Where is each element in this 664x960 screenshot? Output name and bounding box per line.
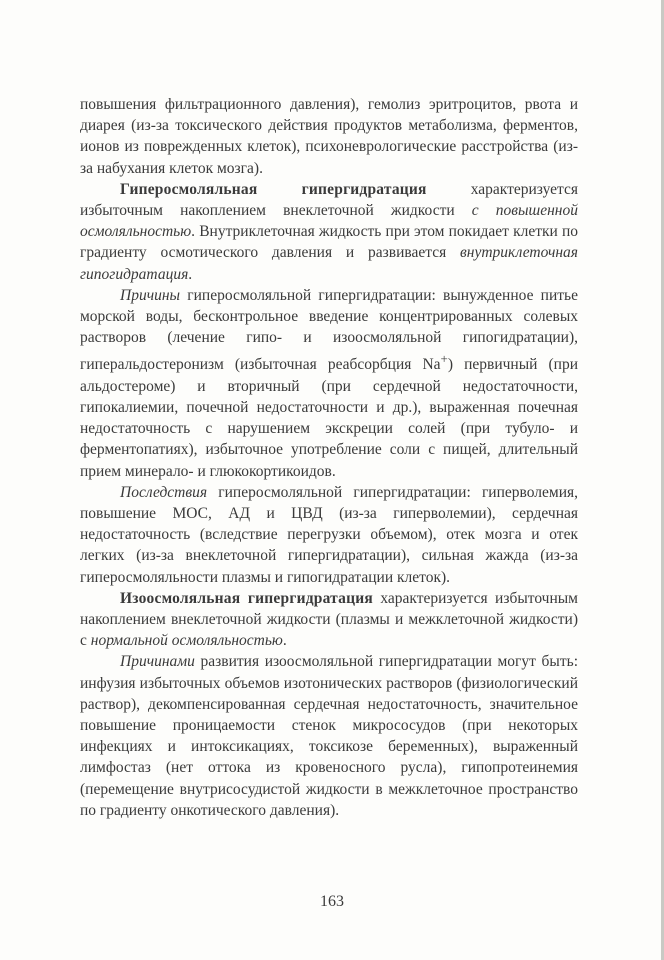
paragraph-hyperosmolar-definition: [80, 179, 578, 285]
lead-word-causes: Причинами: [120, 653, 195, 671]
paragraph-isoosmolar-causes: [80, 651, 578, 821]
term-hyperosmolar-hyperhydration: Гиперосмоляльная гипергидратация: [120, 180, 427, 198]
paragraph-text: повышения фильтрационного давления), гемолиз эритроцитов, рвота и диарея (из-за токсического действия продуктов метаболизма, ферментов, ионов из поврежденных клеток), психоневрологические расстройства (из-за набухания клеток мозга).: [80, 96, 578, 177]
paragraph-text: .: [188, 265, 193, 283]
paragraph-continuation: [80, 94, 578, 179]
paragraph-text: характеризуется избыточным накоплением внеклеточной жидкости (плазмы и межклеточной жидкости) с: [80, 589, 578, 650]
paragraph-text: характеризуется избыточным накоплением внеклеточной жидкости: [80, 180, 578, 220]
paragraph-hyperosmolar-causes: [80, 285, 578, 482]
emphasis-text: внутриклеточная гипогидратация: [80, 244, 578, 283]
lead-word-causes: Причины: [120, 286, 181, 304]
paragraph-text: гиперосмоляльной гипергидратации: вынужденное питье морской воды, бесконтрольное введение концентрированных солевых растворов (лечение гипо- и изоосмоляльной гипогидратации), гиперальдостеронизм (избыточная реабсорбция Na: [80, 286, 578, 374]
term-isoosmolar-hyperhydration: Изоосмоляльная гипергидратация: [120, 589, 373, 607]
paragraph-text: . Внутриклеточная жидкость при этом покидает клетки по градиенту осмотического давления и развивается: [80, 223, 578, 262]
paragraph-hyperosmolar-consequences: [80, 482, 578, 588]
emphasis-text: с повышенной осмоляльностью: [80, 202, 578, 241]
lead-word-consequences: Последствия: [120, 483, 208, 501]
paragraph-isoosmolar-definition: [80, 588, 578, 652]
paragraph-text: гиперосмоляльной гипергидратации: гиперволемия, повышение МОС, АД и ЦВД (из-за гиперволемии), сердечная недостаточность (вследствие перегрузки объемом), отек мозга и отек легких (из-за внеклеточной гипергидратации), сильная жажда (из-за гиперосмоляльности плазмы и гипогидратации клеток).: [80, 483, 578, 586]
page-number: 163: [320, 893, 344, 910]
paragraph-text: ) первичный (при альдостероме) и вторичный (при сердечной недостаточности, гипокалиемии, почечной недостаточности и др.), выраженная почечная недостаточность с нарушением экскреции солей (при тубуло- и ферментопатиях), избыточное употребление соли с пищей, длительный прием минерало- и глюкокортикоидов.: [80, 356, 578, 480]
sodium-charge-superscript: +: [440, 351, 448, 367]
emphasis-text: нормальной осмоляльностью: [90, 632, 283, 650]
paragraph-text: развития изоосмоляльной гипергидратации могут быть: инфузия избыточных объемов изотонических растворов (физиологический раствор), декомпенсированная сердечная недостаточность, значительное повышение проницаемости стенок микрососудов (при некоторых инфекциях и интоксикациях, токсикозе беременных), выраженный лимфостаз (нет оттока из кровеносного русла), гипопротеинемия (перемещение внутрисосудистой жидкости в межклеточное пространство по градиенту онкотического давления).: [80, 653, 578, 819]
body-text: [80, 94, 578, 821]
paragraph-text: .: [282, 632, 287, 650]
